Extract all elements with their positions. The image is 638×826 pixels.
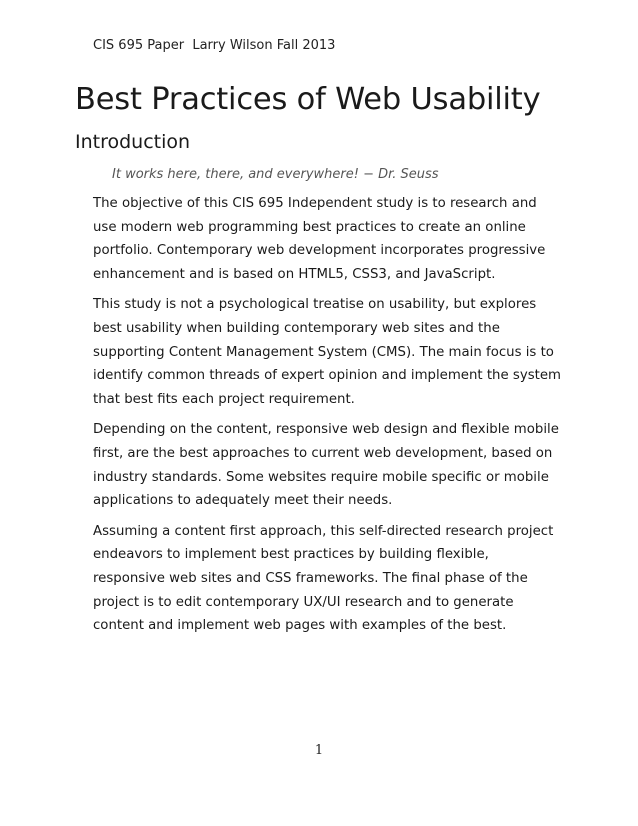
body-text	[93, 192, 563, 645]
page-number: 1	[314, 743, 324, 758]
epigraph-quote: It works here, there, and everywhere! − Dr. Seuss	[112, 167, 439, 182]
section-heading-introduction: Introduction	[75, 131, 191, 153]
running-header: CIS 695 Paper Larry Wilson Fall 2013	[93, 38, 336, 53]
paragraph: The objective of this CIS 695 Independent study is to research and use modern web programming best practices to create an online portfolio. Contemporary web development incorporates progressive enhancement and is based on HTML5, CSS3, and JavaScript.	[93, 196, 546, 282]
paragraph: This study is not a psychological treatise on usability, but explores best usability when building contemporary web sites and the supporting Content Management System (CMS). The main focus is to identify common threads of expert opinion and implement the system that best fits each project requirement.	[93, 297, 561, 407]
paragraph: Depending on the content, responsive web design and flexible mobile first, are the best approaches to current web development, based on industry standards. Some websites require mobile specific or mobile applications to adequately meet their needs.	[93, 422, 559, 509]
paragraph: Assuming a content first approach, this self-directed research project endeavors to implement best practices by building flexible, responsive web sites and CSS frameworks. The final phase of the project is to edit contemporary UX/UI research and to generate content and implement web pages with examples of the best.	[93, 523, 554, 634]
document-title: Best Practices of Web Usability	[75, 82, 541, 117]
